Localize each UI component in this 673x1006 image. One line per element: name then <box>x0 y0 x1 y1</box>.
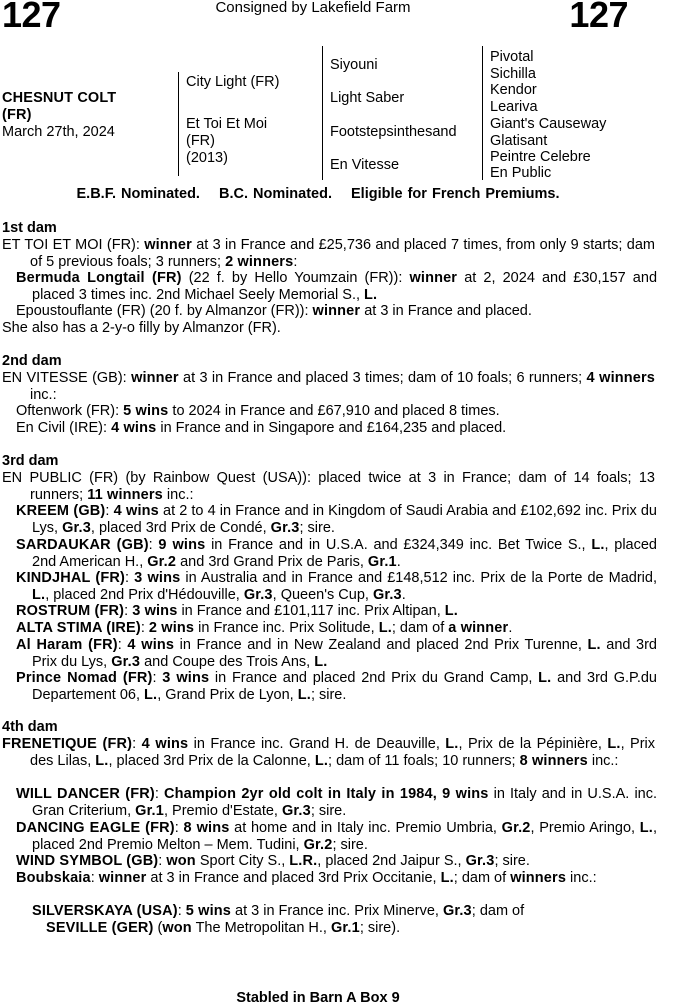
dam-dam: En Vitesse <box>330 157 400 173</box>
ebf-note: E.B.F. Nominated. <box>76 186 200 202</box>
dam-sire: Footstepsinthesand <box>330 124 457 140</box>
pedigree-line <box>482 46 483 180</box>
produce-seville: SEVILLE (GER) (won The Metropolitan H., Gr.1; sire). <box>46 920 401 936</box>
first-dam-heading: 1st dam <box>2 220 57 236</box>
gen4-2: Sichilla <box>490 66 536 82</box>
produce-kindjhal: KINDJHAL (FR): 3 wins in Australia and in France and £148,512 inc. Prix de la Porte de Madrid, L., placed 2nd Prix d'Hédouville, Gr.3, Queen's Cup, Gr.3. <box>16 570 657 603</box>
sire-name: City Light (FR) <box>186 74 280 90</box>
gen4-8: En Public <box>490 165 552 181</box>
produce-al-haram: Al Haram (FR): 4 wins in France and in New Zealand and placed 2nd Prix Turenne, L. and 3rd Prix du Lys, Gr.3 and Coupe des Trois Ans, L. <box>16 637 657 670</box>
lot-number-right: 127 <box>569 0 628 35</box>
third-dam-entry: EN PUBLIC (FR) (by Rainbow Quest (USA)): placed twice at 3 in France; dam of 14 foals; 13 runners; 11 winners inc.: <box>2 470 655 503</box>
gen4-7: Peintre Celebre <box>490 149 591 165</box>
produce-rostrum: ROSTRUM (FR): 3 wins in France and £101,117 inc. Prix Altipan, L. <box>16 603 458 619</box>
produce-alta-stima: ALTA STIMA (IRE): 2 wins in France inc. Prix Solitude, L.; dam of a winner. <box>16 620 513 636</box>
second-dam-heading: 2nd dam <box>2 353 62 369</box>
produce-kreem: KREEM (GB): 4 wins at 2 to 4 in France and in Kingdom of Saudi Arabia and £102,692 inc. Prix du Lys, Gr.3, placed 3rd Prix de Condé, Gr.3; sire. <box>16 503 657 536</box>
consignor: Consigned by Lakefield Farm <box>215 0 411 16</box>
horse-name-line1: CHESNUT COLT <box>2 90 117 106</box>
produce-epoustouflante: Epoustouflante (FR) (20 f. by Almanzor (FR)): winner at 3 in France and placed. <box>16 303 532 319</box>
produce-will-dancer: WILL DANCER (FR): Champion 2yr old colt in Italy in 1984, 9 wins in Italy and in U.S.A. inc. Gran Criterium, Gr.1, Premio d'Estate, Gr.3; sire. <box>16 786 658 819</box>
gen4-6: Glatisant <box>490 133 548 149</box>
lot-number-left: 127 <box>2 0 61 35</box>
horse-name <box>2 90 116 124</box>
dam-name-line2: (FR) <box>186 133 215 149</box>
pedigree-line <box>178 72 179 176</box>
fourth-dam-entry: FRENETIQUE (FR): 4 wins in France inc. Grand H. de Deauville, L., Prix de la Pépinière, L., Prix des Lilas, L., placed 3rd Prix de la Calonne, L.; dam of 11 foals; 10 runners; 8 winners inc.: <box>2 736 655 769</box>
first-dam-entry: ET TOI ET MOI (FR): winner at 3 in France and £25,736 and placed 7 times, from only 9 starts; dam of 5 previous foals; 3 runners; 2 winners: <box>2 237 655 270</box>
dam-foaled-year: (2013) <box>186 150 228 166</box>
produce-sardaukar: SARDAUKAR (GB): 9 wins in France and in U.S.A. and £324,349 inc. Bet Twice S., L., placed 2nd American H., Gr.2 and 3rd Grand Prix de Paris, Gr.1. <box>16 537 657 570</box>
sire-dam: Light Saber <box>330 90 405 106</box>
produce-boubskaia: Boubskaia: winner at 3 in France and placed 3rd Prix Occitanie, L.; dam of winners inc.: <box>16 870 597 886</box>
produce-oftenwork: Oftenwork (FR): 5 wins to 2024 in France and £67,910 and placed 8 times. <box>16 403 500 419</box>
horse-name-line2: (FR) <box>2 107 32 123</box>
fourth-dam-heading: 4th dam <box>2 719 58 735</box>
produce-two-year-old: She also has a 2-y-o filly by Almanzor (FR). <box>2 320 281 336</box>
produce-en-civil: En Civil (IRE): 4 wins in France and in Singapore and £164,235 and placed. <box>16 420 507 436</box>
french-premiums-note: Eligible for French Premiums. <box>351 186 560 202</box>
third-dam-heading: 3rd dam <box>2 453 59 469</box>
second-dam-entry: EN VITESSE (GB): winner at 3 in France and placed 3 times; dam of 10 foals; 6 runners; 4 winners inc.: <box>2 370 656 403</box>
bc-note: B.C. Nominated. <box>219 186 332 202</box>
produce-bermuda-longtail: Bermuda Longtail (FR) (22 f. by Hello Youmzain (FR)): winner at 2, 2024 and £30,157 and placed 3 times inc. 2nd Michael Seely Memorial S., L. <box>16 270 658 303</box>
gen4-1: Pivotal <box>490 49 534 65</box>
gen4-4: Leariva <box>490 99 538 115</box>
pedigree-line <box>322 46 323 180</box>
gen4-5: Giant's Causeway <box>490 116 607 132</box>
gen4-3: Kendor <box>490 82 537 98</box>
dam-name <box>186 116 267 167</box>
sales-notes <box>0 186 636 202</box>
foaling-date: March 27th, 2024 <box>2 124 115 140</box>
stabling-info: Stabled in Barn A Box 9 <box>236 990 400 1006</box>
dam-name-line1: Et Toi Et Moi <box>186 116 268 132</box>
produce-silverskaya: SILVERSKAYA (USA): 5 wins at 3 in France inc. Prix Minerve, Gr.3; dam of <box>32 903 525 919</box>
produce-prince-nomad: Prince Nomad (FR): 3 wins in France and placed 2nd Prix du Grand Camp, L. and 3rd G.P.du Departement 06, L., Grand Prix de Lyon, L.; sire. <box>16 670 657 703</box>
produce-wind-symbol: WIND SYMBOL (GB): won Sport City S., L.R., placed 2nd Jaipur S., Gr.3; sire. <box>16 853 530 869</box>
sire-sire: Siyouni <box>330 57 378 73</box>
produce-dancing-eagle: DANCING EAGLE (FR): 8 wins at home and in Italy inc. Premio Umbria, Gr.2, Premio Aringo, L., placed 2nd Premio Melton – Mem. Tudini, Gr.2; sire. <box>16 820 657 853</box>
